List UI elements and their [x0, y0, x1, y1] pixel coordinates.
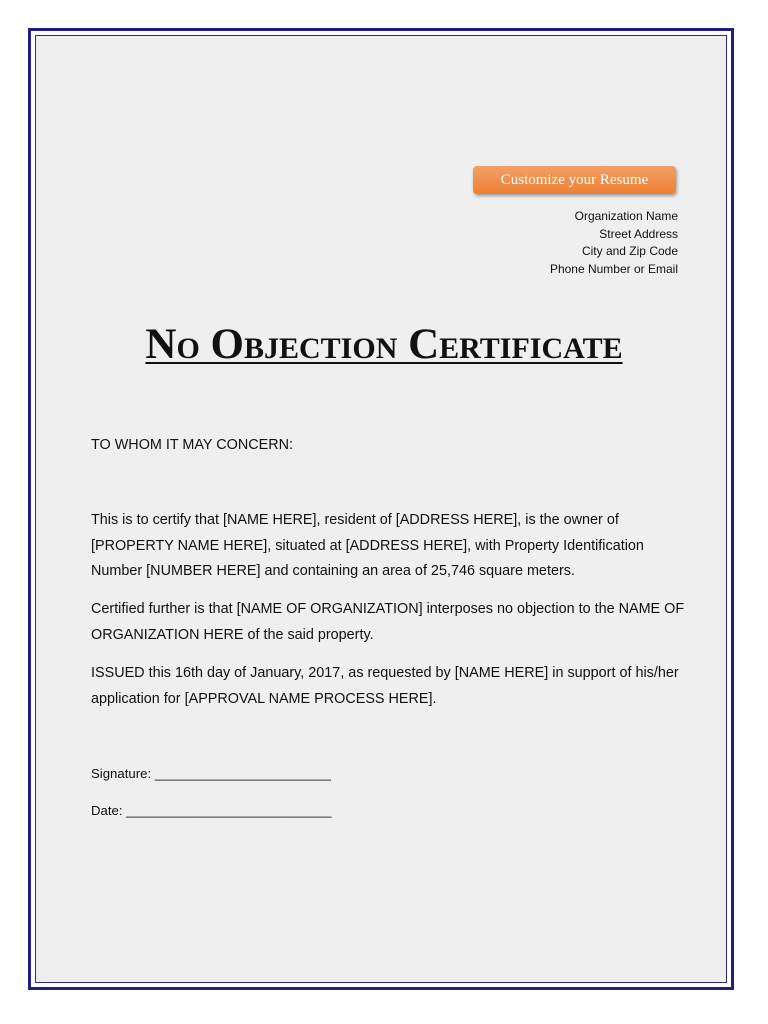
- organization-address-block: [550, 208, 678, 278]
- date-line: Date: ____________________________: [91, 803, 332, 818]
- paragraph-no-objection: Certified further is that [NAME OF ORGANIZATION] interposes no objection to the NAME OF ORGANIZATION HERE of the said property.: [91, 601, 685, 643]
- street-address: Street Address: [599, 226, 678, 241]
- customize-resume-button[interactable]: Customize your Resume: [473, 166, 676, 194]
- contact-info: Phone Number or Email: [549, 261, 678, 276]
- certificate-title-wrapper: [0, 320, 768, 369]
- organization-name: Organization Name: [574, 209, 678, 223]
- paragraph-ownership: This is to certify that [NAME HERE], resident of [ADDRESS HERE], is the owner of [PROPERTY NAME HERE], situated at [ADDRESS HERE], with Property Identification Number [NUMBER HERE] and containing an area of 25,746 square meters.: [91, 512, 644, 579]
- greeting: TO WHOM IT MAY CONCERN:: [91, 437, 294, 453]
- signature-line: Signature: ________________________: [91, 766, 331, 781]
- city-zip: City and Zip Code: [581, 244, 678, 258]
- paragraph-issued: ISSUED this 16th day of January, 2017, as requested by [NAME HERE] in support of his/her application for [APPROVAL NAME PROCESS HERE].: [91, 665, 679, 707]
- certificate-title: No Objection Certificate: [145, 321, 623, 368]
